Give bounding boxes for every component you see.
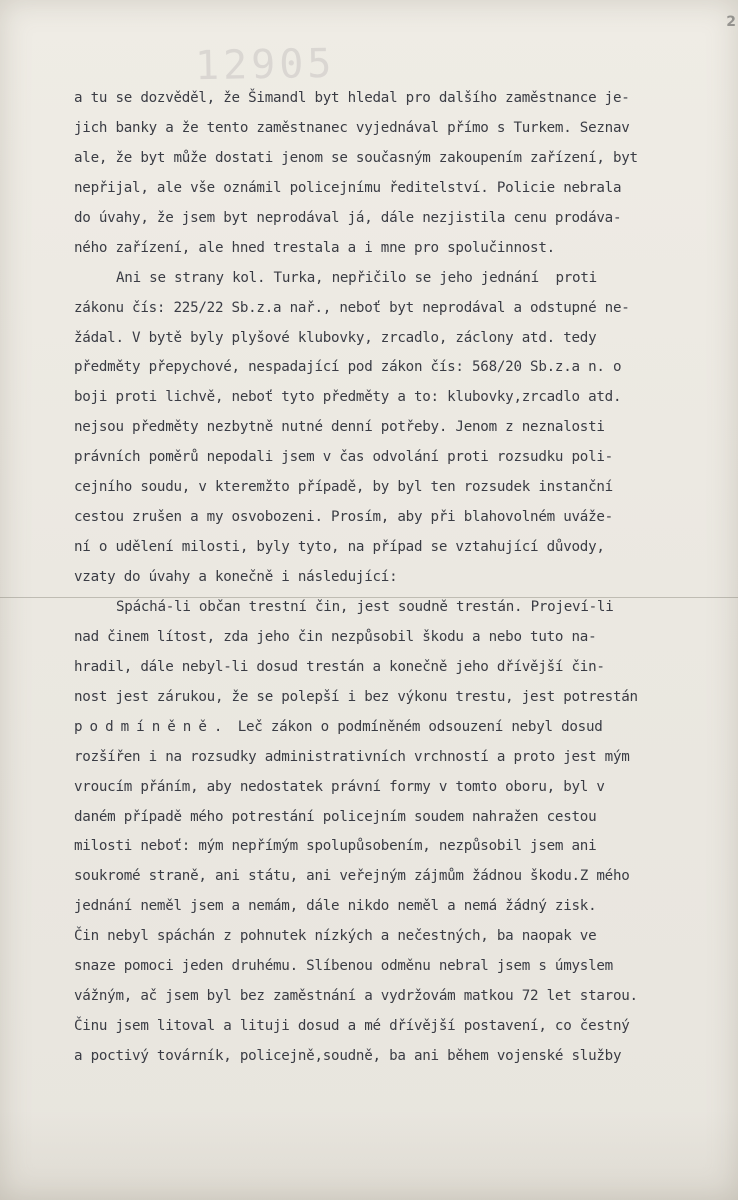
- text-line: nad činem lítost, zda jeho čin nezpůsobil škodu a nebo tuto na-: [74, 628, 597, 645]
- text-line: Spáchá-li občan trestní čin, jest soudně trestán. Projeví-li: [116, 598, 614, 615]
- text-line: a poctivý továrník, policejně,soudně, ba ani během vojenské služby: [74, 1048, 622, 1064]
- text-line: cestou zrušen a my osvobozeni. Prosím, aby při blahovolném uváže-: [74, 509, 613, 526]
- page-number: 2: [726, 14, 736, 30]
- text-line: nejsou předměty nezbytně nutné denní potřeby. Jenom z neznalosti: [74, 419, 605, 436]
- text-line: do úvahy, že jsem byt neprodával já, dále nezjistila cenu prodáva-: [74, 209, 622, 226]
- text-line: soukromé straně, ani státu, ani veřejným zájmům žádnou škodu.Z mého: [74, 868, 630, 885]
- text-line: jich banky a že tento zaměstnanec vyjednával přímo s Turkem. Seznav: [74, 119, 630, 136]
- text-line: Čin nebyl spáchán z pohnutek nízkých a nečestných, ba naopak ve: [74, 928, 597, 945]
- text-line: Činu jsem litoval a lituji dosud a mé dřívější postavení, co čestný: [74, 1018, 630, 1035]
- text-line: jednání neměl jsem a nemám, dále nikdo neměl a nemá žádný zisk.: [74, 898, 597, 915]
- text-line: snaze pomoci jeden druhému. Slíbenou odměnu nebral jsem s úmyslem: [74, 958, 613, 975]
- text-line: nost jest zárukou, že se polepší i bez výkonu trestu, jest potrestán: [74, 688, 638, 705]
- text-line: vzaty do úvahy a konečně i následující:: [74, 569, 398, 585]
- text-line: hradil, dále nebyl-li dosud trestán a konečně jeho dřívější čin-: [74, 658, 605, 675]
- text-line: a tu se dozvěděl, že Šimandl byt hledal pro dalšího zaměstnance je-: [74, 90, 630, 106]
- text-line: vroucím přáním, aby nedostatek právní formy v tomto oboru, byl v: [74, 778, 605, 795]
- faded-stamp: 12905: [194, 40, 336, 90]
- text-line: boji proti lichvě, neboť tyto předměty a to: klubovky,zrcadlo atd.: [74, 389, 622, 406]
- text-line: daném případě mého potrestání policejním soudem nahražen cestou: [74, 808, 597, 825]
- text-line: zákonu čís: 225/22 Sb.z.a nař., neboť byt neprodával a odstupné ne-: [74, 299, 630, 316]
- text-line: cejního soudu, v kteremžto případě, by byl ten rozsudek instanční: [74, 479, 613, 496]
- paper-stain: [0, 1110, 738, 1200]
- emphasized-word: podmíněně.: [74, 718, 230, 735]
- text-line: ného zařízení, ale hned trestala a i mne pro spoluči​nnost.: [74, 239, 555, 256]
- text-line: právních poměrů nepodali jsem v čas odvolání proti rozsudku poli-: [74, 449, 613, 466]
- text-line: rozšířen i na rozsudky administrativních vrchností a proto jest mým: [74, 748, 630, 765]
- text-line: [74, 713, 674, 743]
- text-line: ní o udělení milosti, byly tyto, na případ se vztahující důvody,: [74, 539, 605, 556]
- text-line: nepřijal, ale vše oznámil policejnímu ředitelství. Policie nebrala: [74, 179, 622, 196]
- text-line: Ani se strany kol. Turka, nepřičilo se jeho jednání proti: [116, 269, 597, 286]
- text-line-rest: Leč zákon o podmíněném odsouzení nebyl dosud: [229, 718, 603, 735]
- text-line: ale, že byt může dostati jenom se současným zakoupením zařízení, byt: [74, 149, 638, 166]
- text-line: vážným, ač jsem byl bez zaměstnání a vydržovám matkou 72 let starou.: [74, 988, 638, 1005]
- text-line: předměty přepychové, nespadající pod zákon čís: 568/20 Sb.z.a n. o: [74, 359, 622, 376]
- text-line: žádal. V bytě byly plyšové klubovky, zrcadlo, záclony atd. tedy: [74, 329, 597, 346]
- typed-letter-body: [74, 84, 674, 1072]
- text-line: milosti neboť: mým nepřímým spolupůsobením, nezpůsobil jsem ani: [74, 838, 597, 855]
